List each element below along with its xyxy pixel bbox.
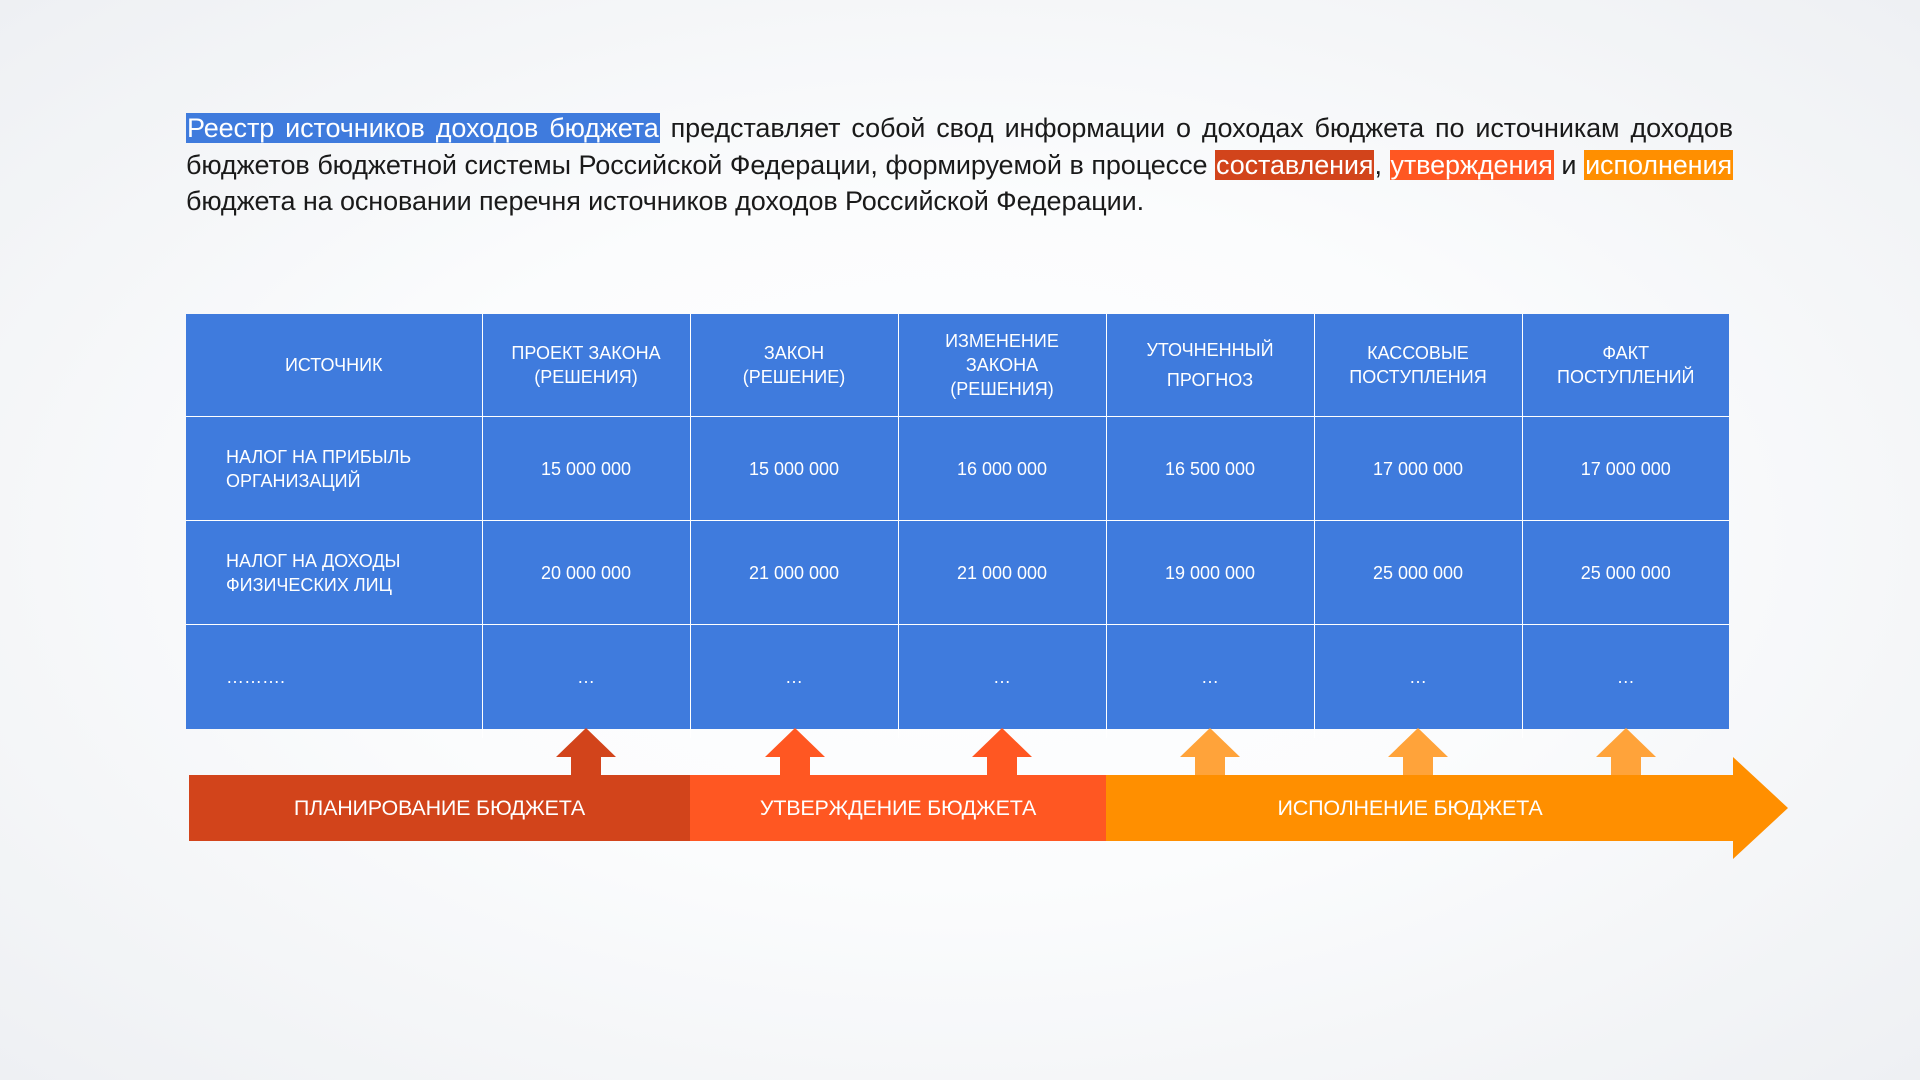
- value-cell: …: [898, 625, 1106, 739]
- table-row: [186, 417, 1729, 521]
- stage-execution-highlight: исполнения: [1585, 149, 1732, 180]
- value-cell: …: [482, 625, 690, 739]
- value-cell: 15 000 000: [690, 417, 898, 521]
- stage-planning: [189, 775, 690, 841]
- header-law: ЗАКОН (РЕШЕНИЕ): [690, 314, 898, 417]
- header-cash-receipts: КАССОВЫЕ ПОСТУПЛЕНИЯ: [1314, 314, 1522, 417]
- source-cell: ……….: [186, 625, 482, 739]
- value-cell: 21 000 000: [898, 521, 1106, 625]
- value-cell: …: [690, 625, 898, 739]
- value-cell: 15 000 000: [482, 417, 690, 521]
- value-cell: …: [1314, 625, 1522, 739]
- intro-separator-2: и: [1553, 149, 1585, 180]
- table-row: [186, 521, 1729, 625]
- value-cell: 21 000 000: [690, 521, 898, 625]
- value-cell: …: [1106, 625, 1314, 739]
- up-arrow-icon: [765, 728, 825, 776]
- stage-execution: [1106, 757, 1788, 859]
- intro-text-part2: бюджета на основании перечня источников доходов Российской Федерации.: [186, 186, 1145, 216]
- value-cell: 19 000 000: [1106, 521, 1314, 625]
- table-row: [186, 625, 1729, 739]
- source-cell: НАЛОГ НА ДОХОДЫ ФИЗИЧЕСКИХ ЛИЦ: [186, 521, 482, 625]
- header-source: ИСТОЧНИК: [186, 314, 482, 417]
- stage-approval-highlight: утверждения: [1390, 149, 1553, 180]
- value-cell: 25 000 000: [1522, 521, 1729, 625]
- value-cell: …: [1522, 625, 1729, 739]
- source-cell: НАЛОГ НА ПРИБЫЛЬ ОРГАНИЗАЦИЙ: [186, 417, 482, 521]
- header-draft-law: ПРОЕКТ ЗАКОНА (РЕШЕНИЯ): [482, 314, 690, 417]
- stage-execution-label: ИСПОЛНЕНИЕ БЮДЖЕТА: [1277, 795, 1543, 820]
- value-cell: 17 000 000: [1314, 417, 1522, 521]
- revenue-registry-table-container: [186, 314, 1729, 729]
- stage-planning-label: ПЛАНИРОВАНИЕ БЮДЖЕТА: [293, 795, 586, 820]
- header-law-change: ИЗМЕНЕНИЕ ЗАКОНА (РЕШЕНИЯ): [898, 314, 1106, 417]
- intro-text-part1: представляет собой свод информации о доходах бюджета по источникам доходов бюджетов бюджетной системы Российской Федерации, формируемой в процессе: [186, 113, 1733, 180]
- intro-paragraph: [186, 110, 1733, 220]
- value-cell: 16 500 000: [1106, 417, 1314, 521]
- value-cell: 25 000 000: [1314, 521, 1522, 625]
- stage-approval: [690, 775, 1106, 841]
- header-refined-forecast: УТОЧНЕННЫЙ ПРОГНОЗ: [1106, 314, 1314, 417]
- intro-separator-1: ,: [1374, 149, 1390, 180]
- up-arrow-icon: [972, 728, 1032, 776]
- registry-term-highlight: Реестр источников доходов бюджета: [187, 113, 659, 143]
- table-header-row: [186, 314, 1729, 417]
- up-arrow-icon: [556, 728, 616, 776]
- value-cell: 20 000 000: [482, 521, 690, 625]
- value-cell: 17 000 000: [1522, 417, 1729, 521]
- stage-approval-label: УТВЕРЖДЕНИЕ БЮДЖЕТА: [759, 795, 1037, 820]
- value-cell: 16 000 000: [898, 417, 1106, 521]
- revenue-registry-table: [186, 314, 1729, 738]
- header-actual-receipts: ФАКТ ПОСТУПЛЕНИЙ: [1522, 314, 1729, 417]
- stage-compilation-highlight: составления: [1216, 149, 1374, 180]
